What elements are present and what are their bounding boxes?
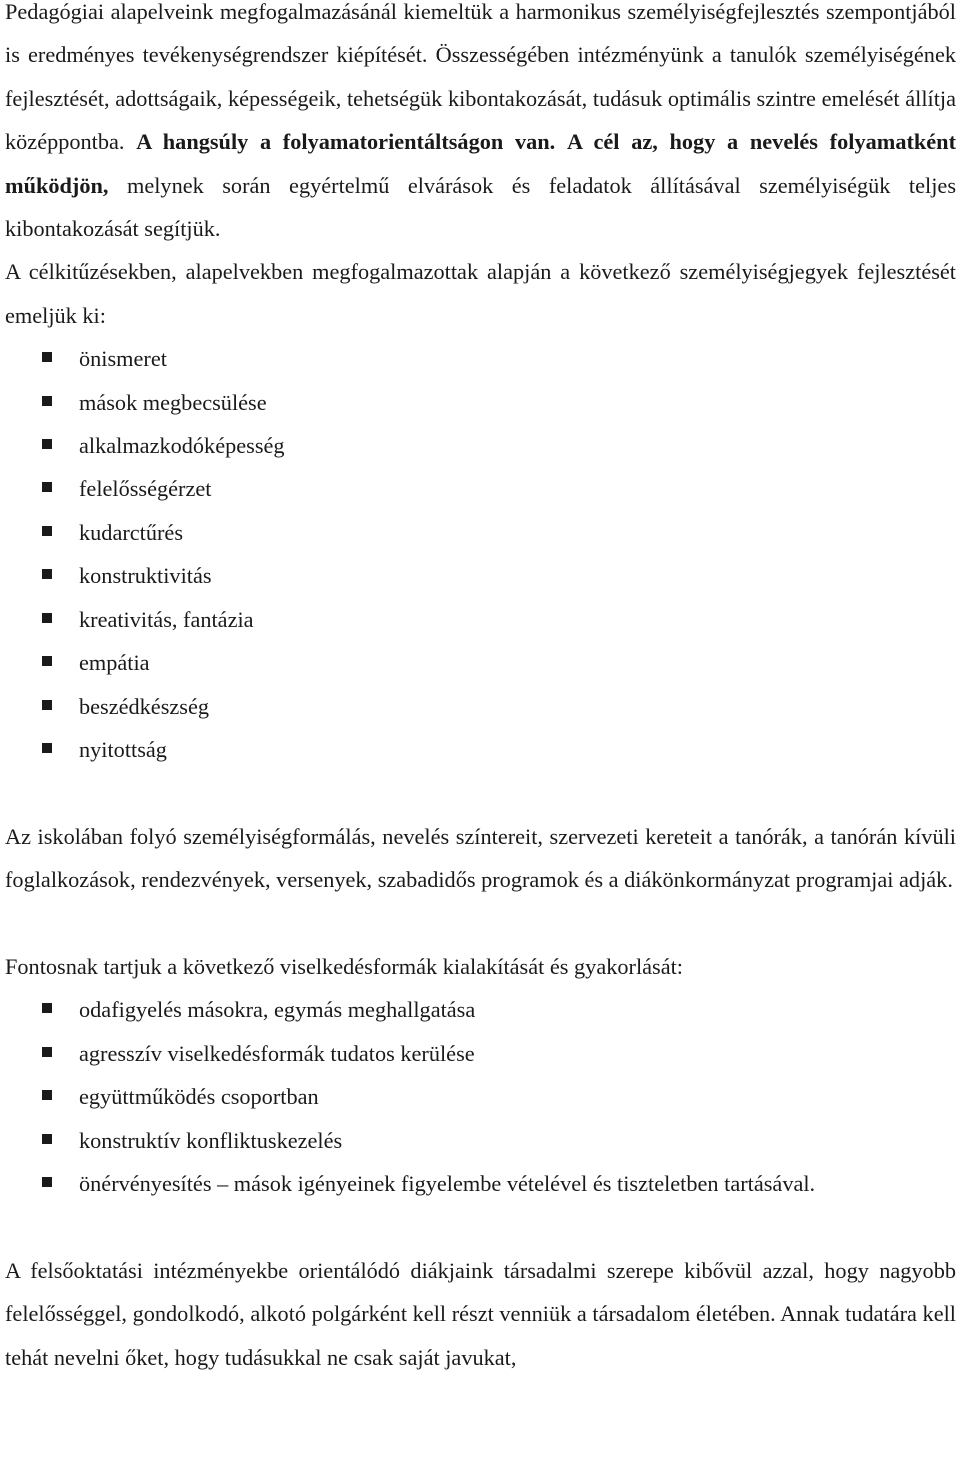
list-item-label: odafigyelés másokra, egymás meghallgatása	[79, 997, 476, 1023]
list-item-label: önismeret	[79, 346, 167, 372]
behaviour-list	[5, 988, 956, 1205]
square-bullet-icon	[42, 439, 52, 449]
list-item	[5, 337, 956, 380]
square-bullet-icon	[42, 482, 52, 492]
intro-paragraph	[5, 0, 956, 250]
list-item-label: alkalmazkodóképesség	[79, 433, 285, 459]
square-bullet-icon	[42, 526, 52, 536]
list-item-label: agresszív viselkedésformák tudatos kerülése	[79, 1040, 475, 1066]
list-item-label: empátia	[79, 650, 150, 676]
list-item	[5, 1075, 956, 1118]
spacer	[5, 902, 956, 945]
list-item	[5, 1032, 956, 1075]
list-item	[5, 511, 956, 554]
list-item	[5, 728, 956, 771]
list-item	[5, 988, 956, 1031]
square-bullet-icon	[42, 1177, 52, 1187]
list-item-label: önérvényesítés – mások igényeinek figyelembe vételével és tiszteletben tartásával.	[79, 1170, 816, 1196]
list-item-label: konstruktív konfliktuskezelés	[79, 1127, 343, 1153]
list-item-label: beszédkészség	[79, 693, 210, 719]
list-item-label: kreativitás, fantázia	[79, 606, 254, 632]
square-bullet-icon	[42, 1003, 52, 1013]
square-bullet-icon	[42, 1134, 52, 1144]
traits-list	[5, 337, 956, 771]
list-item	[5, 685, 956, 728]
square-bullet-icon	[42, 1047, 52, 1057]
intro-bold-emphasis-1: A hangsúly a folyamatorientáltságon van.	[136, 129, 556, 155]
list-item	[5, 598, 956, 641]
spacer	[5, 1205, 956, 1248]
square-bullet-icon	[42, 352, 52, 362]
list-item	[5, 467, 956, 510]
school-paragraph: Az iskolában folyó személyiségformálás, nevelés színtereit, szervezeti kereteit a tanórák, a tanórán kívüli foglalkozások, rendezvények, versenyek, szabadidős programok és a diákönkormányzat programjai adják.	[5, 823, 956, 893]
list-item-label: nyitottság	[79, 736, 167, 762]
square-bullet-icon	[42, 569, 52, 579]
list-item	[5, 381, 956, 424]
document-page	[5, 0, 956, 1379]
list-item	[5, 554, 956, 597]
list-item	[5, 424, 956, 467]
list-item	[5, 641, 956, 684]
list-item-label: mások megbecsülése	[79, 389, 267, 415]
list-item-label: együttműködés csoportban	[79, 1084, 319, 1110]
list-item-label: felelősségérzet	[79, 476, 212, 502]
spacer	[5, 771, 956, 814]
list-item	[5, 1119, 956, 1162]
list-item-label: kudarctűrés	[79, 519, 184, 545]
square-bullet-icon	[42, 656, 52, 666]
square-bullet-icon	[42, 613, 52, 623]
square-bullet-icon	[42, 396, 52, 406]
traits-lead-paragraph: A célkitűzésekben, alapelvekben megfogalmazottak alapján a következő személyiségjegyek fejlesztését emeljük ki:	[5, 259, 956, 328]
list-item-label: konstruktivitás	[79, 563, 212, 589]
square-bullet-icon	[42, 700, 52, 710]
intro-text-1: Pedagógiai alapelveink megfogalmazásánál kiemeltük a harmonikus személyiségfejlesztés szempontjából is eredményes tevékenységrendszer kiépítését. Összességében intézményünk a tanulók személyiségének fejlesztését, adottságaik, képességeik, tehetségük kibontakozását, tudásuk optimális szintre emelését állítja középpontba.	[5, 0, 956, 155]
intro-bold-emphasis-2: A cél az, hogy a nevelés folyamatként működjön,	[5, 129, 957, 198]
intro-text-2: melynek során egyértelmű elvárások és feladatok állításával személyiségük teljes kibontakozását segítjük.	[5, 172, 956, 242]
higher-education-paragraph: A felsőoktatási intézményekbe orientálódó diákjaink társadalmi szerepe kibővül azzal, hogy nagyobb felelősséggel, gondolkodó, alkotó polgárként kell részt venniük a társadalom életében. Annak tudatára kell tehát nevelni őket, hogy tudásukkal ne csak saját javukat,	[5, 1257, 956, 1370]
square-bullet-icon	[42, 743, 52, 753]
square-bullet-icon	[42, 1090, 52, 1100]
behaviour-lead-paragraph: Fontosnak tartjuk a következő viselkedésformák kialakítását és gyakorlását:	[5, 953, 683, 979]
list-item	[5, 1162, 956, 1205]
